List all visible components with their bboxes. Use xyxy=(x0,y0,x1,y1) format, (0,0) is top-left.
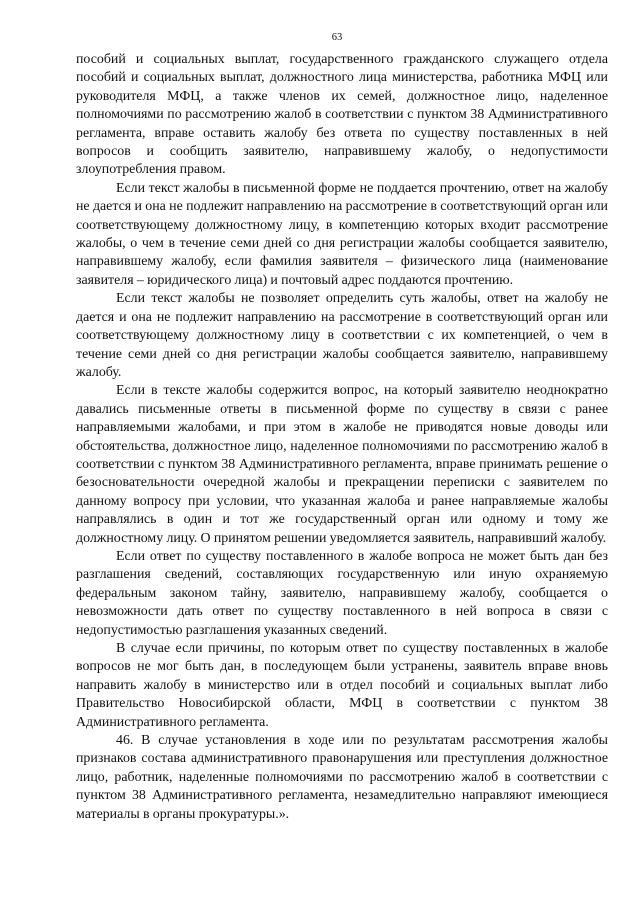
paragraph-unreadable-text: Если текст жалобы в письменной форме не поддается прочтению, ответ на жалобу не дается и она не подлежит направлению на рассмотрение в соответствующий орган или соответствующему должностному лицу, в компетенцию которых входит рассмотрение жалобы, о чем в течение семи дней со дня регистрации жалобы сообщается заявителю, направившему жалобу, если фамилия заявителя – физического лица (наименование заявителя – юридического лица) и почтовый адрес поддаются прочтению. xyxy=(76,180,608,288)
document-page xyxy=(76,31,608,824)
paragraph-continuation: пособий и социальных выплат, государственного гражданского служащего отдела пособий и социальных выплат, должностного лица министерства, работника МФЦ или руководителя МФЦ, а также членов их семей, должностное лицо, наделенное полномочиями по рассмотрению жалоб в соответствии с пунктом 38 Административного регламента, вправе оставить жалобу без ответа по существу поставленных в ней вопросов и сообщить заявителю, направившему жалобу, о недопустимости злоупотребления правом. xyxy=(76,52,608,178)
paragraph-state-secret: Если ответ по существу поставленного в жалобе вопроса не может быть дан без разглашения сведений, составляющих государственную или иную охраняемую федеральным законом тайну, заявителю, направившему жалобу, сообщается о невозможности дать ответ по существу поставленного в ней вопроса в связи с недопустимостью разглашения указанных сведений. xyxy=(76,548,608,638)
paragraph-reasons-eliminated: В случае если причины, по которым ответ по существу поставленных в жалобе вопросов не мог быть дан, в последующем были устранены, заявитель вправе вновь направить жалобу в министерство или в отдел пособий и социальных выплат либо Правительство Новосибирской области, МФЦ в соответствии с пунктом 38 Административного регламента. xyxy=(76,641,608,730)
paragraph-undefined-essence: Если текст жалобы не позволяет определить суть жалобы, ответ на жалобу не дается и она не подлежит направлению на рассмотрение в соответствующий орган или соответствующему должностному лицу в соответствии с их компетенцией, о чем в течение семи дней со дня регистрации жалобы сообщается заявителю, направившему жалобу. xyxy=(76,291,608,380)
paragraph-item-46: 46. В случае установления в ходе или по результатам рассмотрения жалобы признаков состава административного правонарушения или преступления должностное лицо, работник, наделенные полномочиями по рассмотрению жалоб в соответствии с пунктом 38 Административного регламента, незамедлительно направляют имеющиеся материалы в органы прокуратуры.». xyxy=(76,733,608,822)
paragraph-repeated-question: Если в тексте жалобы содержится вопрос, на который заявителю неоднократно давались письменные ответы в письменной форме по существу в связи с ранее направляемыми жалобами, и при этом в жалобе не приводятся новые доводы или обстоятельства, должностное лицо, наделенное полномочиями по рассмотрению жалоб в соответствии с пунктом 38 Административного регламента, вправе принимать решение о безосновательности очередной жалобы и прекращении переписки с заявителем по данному вопросу при условии, что указанная жалоба и ранее направляемые жалобы направлялись в один и тот же государственный орган или одному и тому же должностному лицу. О принятом решении уведомляется заявитель, направивший жалобу. xyxy=(76,383,608,546)
page-number: 63 xyxy=(331,32,343,43)
